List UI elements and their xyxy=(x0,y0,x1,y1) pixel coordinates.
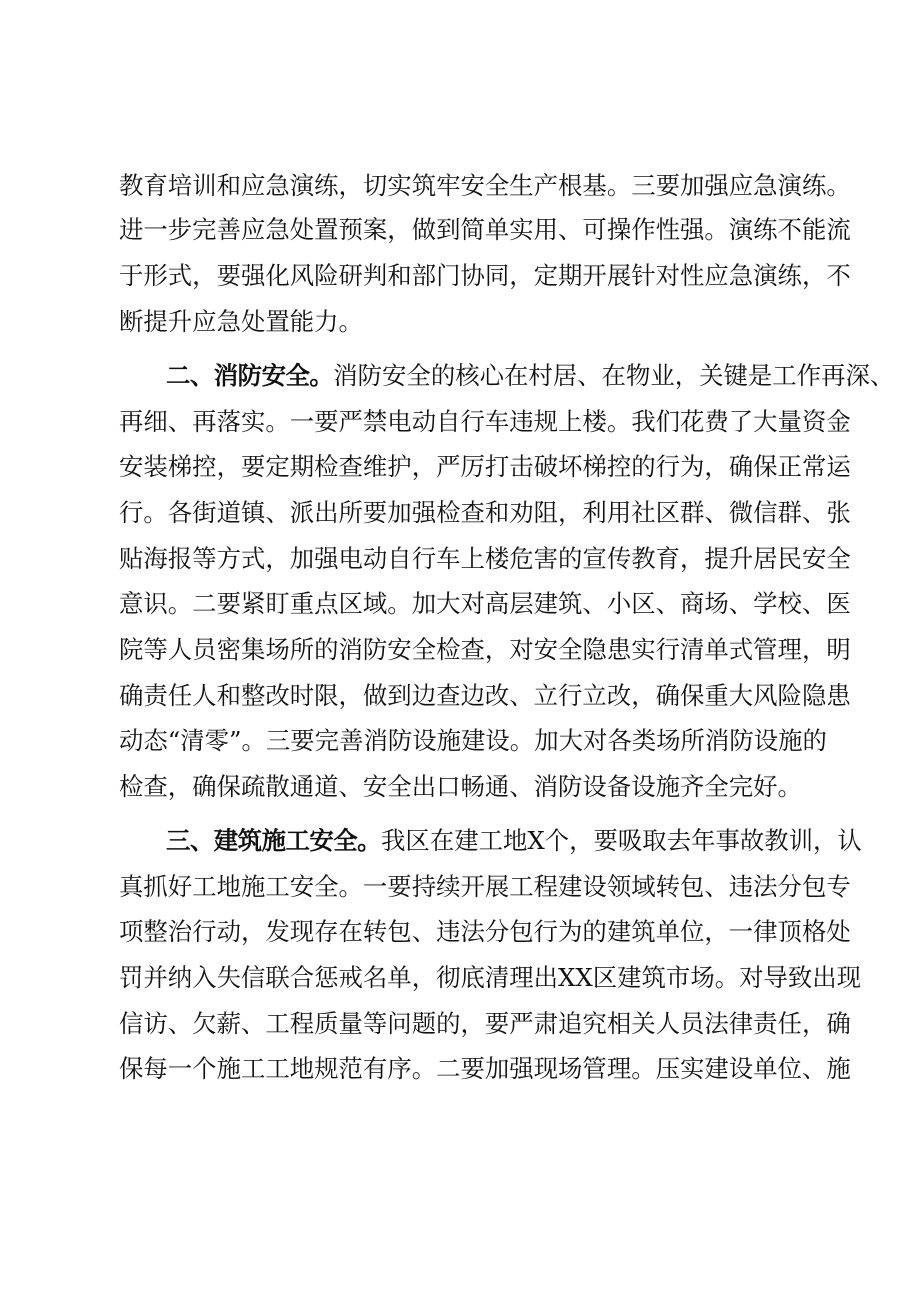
text-span: 消防安全的核心在村居、在物业，关键是工作再深、 xyxy=(333,361,895,390)
text-line: 确责任人和整改时限，做到边查边改、立行立改，确保重大风险隐患 xyxy=(119,681,851,710)
text-line: 安装梯控，要定期检查维护，严厉打击破坏梯控的行为，确保正常运 xyxy=(119,452,851,481)
text-span: 我区在建工地X个，要吸取去年事故教训，认 xyxy=(381,826,862,855)
section-heading-construction-safety: 三、建筑施工安全。 xyxy=(166,826,382,855)
text-line: 检查，确保疏散通道、安全出口畅通、消防设备设施齐全完好。 xyxy=(119,772,802,801)
section-first-line xyxy=(166,821,862,861)
section-heading-fire-safety: 二、消防安全。 xyxy=(166,361,334,390)
text-line: 进一步完善应急处置预案，做到简单实用、可操作性强。演练不能流 xyxy=(119,215,851,244)
text-line: 院等人员密集场所的消防安全检查，对安全隐患实行清单式管理，明 xyxy=(119,635,851,664)
section-first-line xyxy=(166,356,895,396)
text-line: 于形式，要强化风险研判和部门协同，定期开展针对性应急演练，不 xyxy=(119,261,851,290)
text-line: 保每一个施工工地规范有序。二要加强现场管理。压实建设单位、施 xyxy=(119,1054,851,1083)
text-line: 动态“清零”。三要完善消防设施建设。加大对各类场所消防设施的 xyxy=(119,726,827,755)
text-line: 项整治行动，发现存在转包、违法分包行为的建筑单位，一律顶格处 xyxy=(119,917,851,946)
text-line: 行。各街道镇、派出所要加强检查和劝阻，利用社区群、微信群、张 xyxy=(119,498,851,527)
text-line: 信访、欠薪、工程质量等问题的，要严肃追究相关人员法律责任，确 xyxy=(119,1009,851,1038)
text-line: 再细、再落实。一要严禁电动自行车违规上楼。我们花费了大量资金 xyxy=(119,407,851,436)
text-line: 教育培训和应急演练，切实筑牢安全生产根基。三要加强应急演练。 xyxy=(119,171,851,200)
text-line: 断提升应急处置能力。 xyxy=(119,307,363,336)
text-line: 贴海报等方式，加强电动自行车上楼危害的宣传教育，提升居民安全 xyxy=(119,544,851,573)
text-line: 意识。二要紧盯重点区域。加大对高层建筑、小区、商场、学校、医 xyxy=(119,589,851,618)
text-line: 真抓好工地施工安全。一要持续开展工程建设领域转包、违法分包专 xyxy=(119,872,851,901)
text-line: 罚并纳入失信联合惩戒名单，彻底清理出XX区建筑市场。对导致出现 xyxy=(119,963,862,992)
